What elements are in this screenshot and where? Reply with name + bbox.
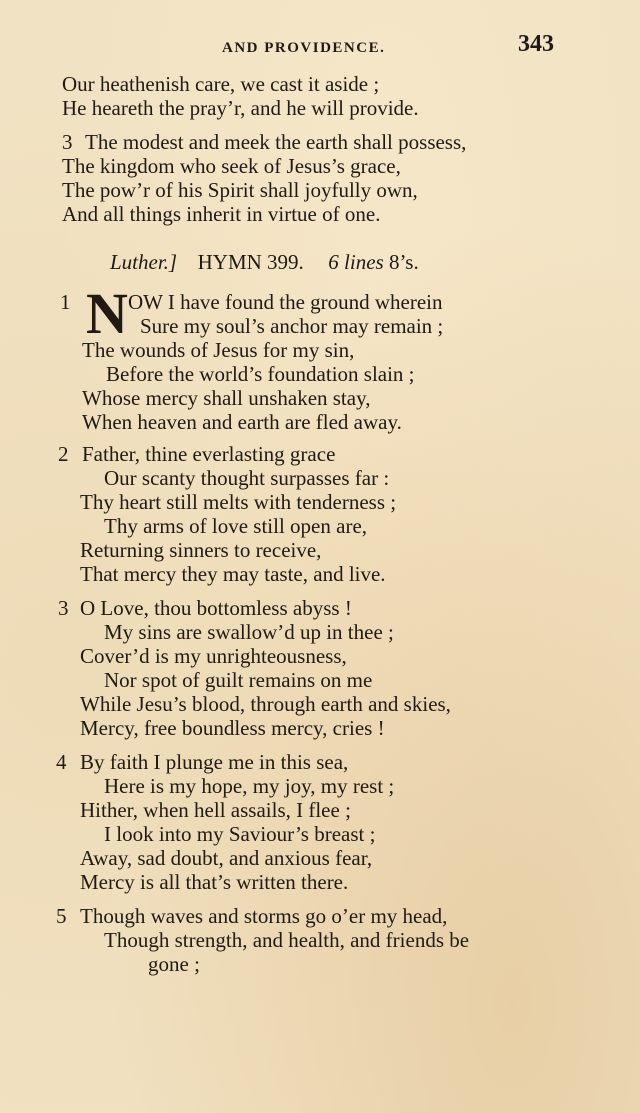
hymn-title: HYMN 399.: [197, 250, 304, 274]
stanza-line: The wounds of Jesus for my sin,: [82, 338, 355, 362]
stanza-line: Thy arms of love still open are,: [104, 514, 368, 538]
stanza-line: I look into my Saviour’s breast ;: [104, 822, 376, 846]
running-title: AND PROVIDENCE.: [222, 40, 386, 56]
stanza-line: Mercy is all that’s written there.: [80, 870, 349, 894]
stanza-line: Whose mercy shall unshaken stay,: [82, 386, 371, 410]
hymn-meter-value: 8’s.: [388, 250, 419, 274]
stanza-line: Here is my hope, my joy, my rest ;: [104, 774, 395, 798]
stanza-line: While Jesu’s blood, through earth and skies,: [80, 692, 451, 716]
stanza-line: Away, sad doubt, and anxious fear,: [80, 846, 373, 870]
verse-number: 3: [62, 130, 73, 154]
stanza-line: Cover’d is my unrighteousness,: [80, 644, 347, 668]
stanza-line: OW I have found the ground wherein: [128, 290, 443, 314]
stanza-line: gone ;: [148, 952, 200, 976]
verse-line: And all things inherit in virtue of one.: [62, 202, 381, 226]
stanza-line: Our scanty thought surpasses far :: [104, 466, 390, 490]
stanza-line: Thy heart still melts with tenderness ;: [80, 490, 397, 514]
stanza-number: 2: [58, 442, 69, 466]
stanza-line: Though waves and storms go o’er my head,: [80, 904, 448, 928]
stanza-line: Sure my soul’s anchor may remain ;: [140, 314, 444, 338]
hymn-heading: [110, 250, 419, 274]
stanza-line: Before the world’s foundation slain ;: [106, 362, 415, 386]
stanza-line: Father, thine everlasting grace: [82, 442, 336, 466]
drop-cap: N: [86, 281, 128, 346]
stanza-line: By faith I plunge me in this sea,: [80, 750, 349, 774]
stanza-number: 4: [56, 750, 67, 774]
verse-line: The kingdom who seek of Jesus’s grace,: [62, 154, 401, 178]
stanza-line: Though strength, and health, and friends be: [104, 928, 470, 952]
stanza-number: 5: [56, 904, 67, 928]
page-number: 343: [518, 31, 554, 57]
carryover-line: Our heathenish care, we cast it aside ;: [62, 72, 380, 96]
stanza-line: O Love, thou bottomless abyss !: [80, 596, 352, 620]
verse-line: The modest and meek the earth shall possess,: [85, 130, 467, 154]
stanza-line: When heaven and earth are fled away.: [82, 410, 402, 434]
stanza-line: Nor spot of guilt remains on me: [104, 668, 373, 692]
stanza-number: 3: [58, 596, 69, 620]
stanza-number: 1: [60, 290, 71, 314]
carryover-line: He heareth the pray’r, and he will provide.: [62, 96, 419, 120]
stanza-line: Returning sinners to receive,: [80, 538, 322, 562]
stanza-line: That mercy they may taste, and live.: [80, 562, 386, 586]
hymn-meter-count: 6 lines: [328, 250, 384, 274]
stanza-line: My sins are swallow’d up in thee ;: [104, 620, 394, 644]
stanza-line: Hither, when hell assails, I flee ;: [80, 798, 351, 822]
stanza-line: Mercy, free boundless mercy, cries !: [80, 716, 385, 740]
verse-line: The pow’r of his Spirit shall joyfully own,: [62, 178, 418, 202]
hymn-author: Luther.]: [110, 250, 178, 274]
